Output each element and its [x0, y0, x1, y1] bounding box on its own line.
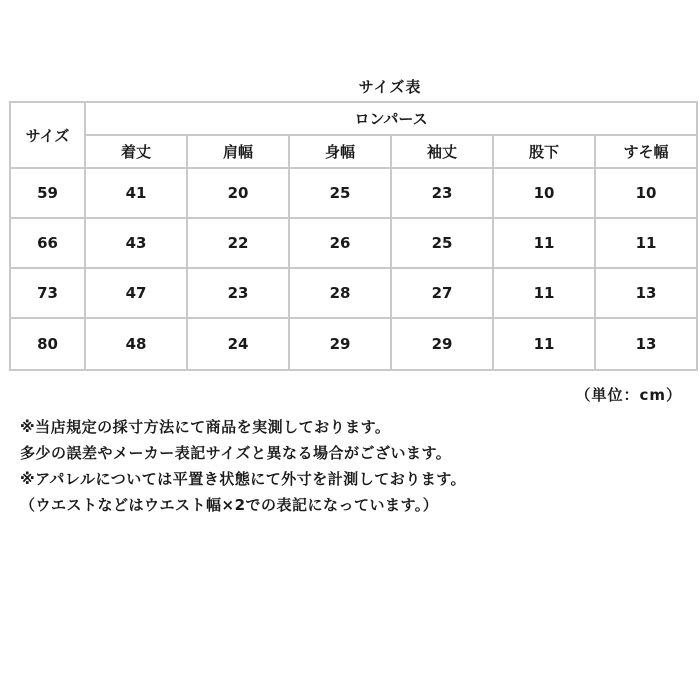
table-cell: 22 — [188, 219, 290, 269]
table-row — [11, 319, 696, 369]
table-row — [11, 219, 696, 269]
table-cell: 23 — [392, 169, 494, 219]
column-header: 着丈 — [86, 136, 188, 169]
table-cell: 11 — [494, 319, 596, 369]
column-header: 袖丈 — [392, 136, 494, 169]
table-cell: 48 — [86, 319, 188, 369]
table-cell: 29 — [290, 319, 392, 369]
table-cell: 11 — [596, 219, 696, 269]
table-cell: 13 — [596, 269, 696, 319]
table-cell: 11 — [494, 219, 596, 269]
note-line: ※アパレルについては平置き状態にて外寸を計測しております。 — [20, 470, 467, 488]
note-line: 多少の誤差やメーカー表記サイズと異なる場合がございます。 — [20, 444, 452, 462]
size-cell: 66 — [11, 219, 86, 269]
table-cell: 43 — [86, 219, 188, 269]
note-line: （ウエストなどはウエスト幅×2での表記になっています。） — [20, 496, 439, 514]
table-cell: 29 — [392, 319, 494, 369]
column-header: すそ幅 — [596, 136, 696, 169]
size-cell: 73 — [11, 269, 86, 319]
table-cell: 25 — [290, 169, 392, 219]
table-cell: 26 — [290, 219, 392, 269]
size-column-header: サイズ — [11, 103, 86, 169]
table-cell: 11 — [494, 269, 596, 319]
table-cell: 41 — [86, 169, 188, 219]
group-header: ロンパース — [86, 103, 696, 136]
table-cell: 28 — [290, 269, 392, 319]
table-cell: 20 — [188, 169, 290, 219]
table-cell: 10 — [494, 169, 596, 219]
table-cell: 24 — [188, 319, 290, 369]
note-line: ※当店規定の採寸方法にて商品を実測しております。 — [20, 418, 391, 436]
column-header: 身幅 — [290, 136, 392, 169]
table-cell: 25 — [392, 219, 494, 269]
unit-label: （単位：cm） — [575, 386, 682, 404]
column-header: 肩幅 — [188, 136, 290, 169]
notes-block — [20, 414, 466, 518]
table-row — [11, 169, 696, 219]
size-cell: 80 — [11, 319, 86, 369]
table-cell: 10 — [596, 169, 696, 219]
header-row-columns — [11, 136, 696, 169]
size-table — [9, 101, 698, 371]
table-cell: 27 — [392, 269, 494, 319]
header-row-group — [11, 103, 696, 136]
column-header: 股下 — [494, 136, 596, 169]
table-cell: 23 — [188, 269, 290, 319]
table-cell: 13 — [635, 335, 657, 353]
size-cell: 59 — [11, 169, 86, 219]
table-cell: 47 — [86, 269, 188, 319]
page-title: サイズ表 — [358, 78, 422, 96]
table-row — [11, 269, 696, 319]
